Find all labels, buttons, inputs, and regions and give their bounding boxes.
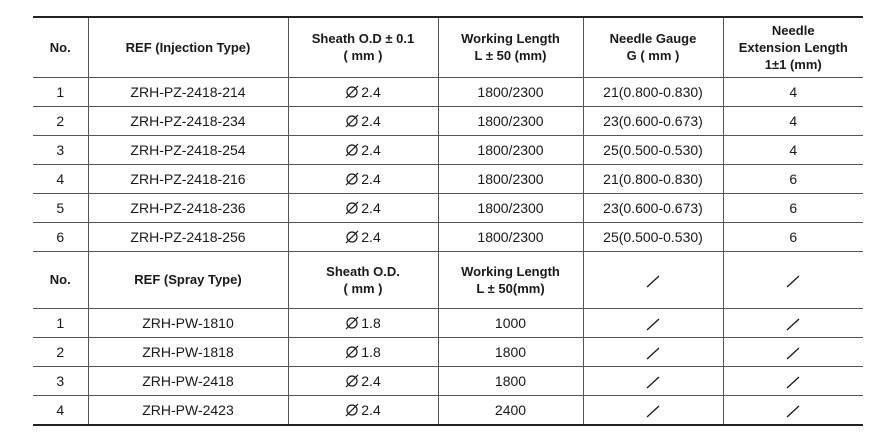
row-length: 1800/2300 xyxy=(438,106,583,135)
row-gauge xyxy=(583,366,723,395)
slash-icon xyxy=(784,317,802,331)
table-row xyxy=(33,106,863,135)
row-length: 1800/2300 xyxy=(438,135,583,164)
table-row xyxy=(33,337,863,366)
row-sheath xyxy=(288,222,438,251)
table-row xyxy=(33,366,863,395)
diameter-icon xyxy=(345,85,359,99)
row-extension xyxy=(723,366,863,395)
diameter-icon xyxy=(345,201,359,215)
row-sheath xyxy=(288,135,438,164)
spray-col-extension-header xyxy=(723,251,863,308)
row-gauge xyxy=(583,395,723,425)
row-ref: ZRH-PW-1818 xyxy=(88,337,288,366)
sheath-header-line2: ( mm ) xyxy=(343,48,383,64)
row-extension: 6 xyxy=(723,193,863,222)
row-ref: ZRH-PW-2423 xyxy=(88,395,288,425)
slash-icon xyxy=(644,317,662,331)
row-extension: 4 xyxy=(723,106,863,135)
slash-icon xyxy=(784,274,802,288)
spray-length-header-line2: L ± 50(mm) xyxy=(476,280,545,296)
slash-icon xyxy=(644,274,662,288)
spray-sheath-header-line1: Sheath O.D. xyxy=(326,263,400,279)
table-row xyxy=(33,308,863,337)
row-no: 3 xyxy=(33,135,88,164)
row-sheath xyxy=(288,164,438,193)
slash-icon xyxy=(644,375,662,389)
row-gauge xyxy=(583,337,723,366)
diameter-icon xyxy=(345,172,359,186)
row-extension: 6 xyxy=(723,222,863,251)
row-no: 4 xyxy=(33,164,88,193)
sheath-value: 2.4 xyxy=(361,112,381,129)
diameter-icon xyxy=(345,316,359,330)
row-ref: ZRH-PW-1810 xyxy=(88,308,288,337)
row-sheath xyxy=(288,337,438,366)
row-extension xyxy=(723,337,863,366)
spray-col-gauge-header xyxy=(583,251,723,308)
col-extension-header xyxy=(723,17,863,77)
sheath-header-line1: Sheath O.D ± 0.1 xyxy=(311,31,415,47)
row-length: 1800/2300 xyxy=(438,77,583,106)
table-row xyxy=(33,164,863,193)
spray-col-no-header: No. xyxy=(33,251,88,308)
row-extension: 4 xyxy=(723,77,863,106)
spray-sheath-header-line2: ( mm ) xyxy=(343,280,383,296)
col-gauge-header xyxy=(583,17,723,77)
diameter-icon xyxy=(345,114,359,128)
col-no-header: No. xyxy=(33,17,88,77)
row-length: 1800/2300 xyxy=(438,222,583,251)
sheath-value: 2.4 xyxy=(361,228,381,245)
injection-header-row xyxy=(33,17,863,77)
row-length: 2400 xyxy=(438,395,583,425)
diameter-icon xyxy=(345,374,359,388)
row-no: 6 xyxy=(33,222,88,251)
row-ref: ZRH-PZ-2418-234 xyxy=(88,106,288,135)
spray-col-length-header xyxy=(438,251,583,308)
row-gauge: 21(0.800-0.830) xyxy=(583,77,723,106)
row-extension xyxy=(723,308,863,337)
row-ref: ZRH-PZ-2418-216 xyxy=(88,164,288,193)
table-row xyxy=(33,77,863,106)
slash-icon xyxy=(784,346,802,360)
table-row xyxy=(33,135,863,164)
spray-length-header-line1: Working Length xyxy=(461,263,560,279)
spray-header-row xyxy=(33,251,863,308)
length-header-line2: L ± 50 (mm) xyxy=(474,48,547,64)
gauge-header-line1: Needle Gauge xyxy=(609,31,697,47)
row-sheath xyxy=(288,395,438,425)
row-ref: ZRH-PZ-2418-236 xyxy=(88,193,288,222)
row-length: 1800/2300 xyxy=(438,164,583,193)
gauge-header-line2: G ( mm ) xyxy=(626,48,680,64)
col-ref-header: REF (Injection Type) xyxy=(88,17,288,77)
row-no: 3 xyxy=(33,366,88,395)
row-sheath xyxy=(288,308,438,337)
sheath-value: 2.4 xyxy=(361,170,381,187)
diameter-icon xyxy=(345,403,359,417)
row-length: 1000 xyxy=(438,308,583,337)
sheath-value: 1.8 xyxy=(361,314,381,331)
row-no: 2 xyxy=(33,337,88,366)
sheath-value: 2.4 xyxy=(361,401,381,418)
row-extension: 6 xyxy=(723,164,863,193)
sheath-value: 2.4 xyxy=(361,141,381,158)
col-length-header xyxy=(438,17,583,77)
row-gauge: 23(0.600-0.673) xyxy=(583,106,723,135)
row-length: 1800 xyxy=(438,337,583,366)
row-no: 1 xyxy=(33,308,88,337)
row-ref: ZRH-PZ-2418-254 xyxy=(88,135,288,164)
table-row xyxy=(33,395,863,425)
slash-icon xyxy=(644,346,662,360)
row-sheath xyxy=(288,77,438,106)
row-sheath xyxy=(288,366,438,395)
row-length: 1800/2300 xyxy=(438,193,583,222)
row-ref: ZRH-PZ-2418-256 xyxy=(88,222,288,251)
row-no: 1 xyxy=(33,77,88,106)
row-extension: 4 xyxy=(723,135,863,164)
row-no: 5 xyxy=(33,193,88,222)
slash-icon xyxy=(784,375,802,389)
sheath-value: 2.4 xyxy=(361,83,381,100)
row-extension xyxy=(723,395,863,425)
row-no: 2 xyxy=(33,106,88,135)
spray-col-sheath-header xyxy=(288,251,438,308)
spec-table xyxy=(33,16,863,426)
slash-icon xyxy=(784,404,802,418)
row-no: 4 xyxy=(33,395,88,425)
row-ref: ZRH-PZ-2418-214 xyxy=(88,77,288,106)
col-sheath-header xyxy=(288,17,438,77)
diameter-icon xyxy=(345,345,359,359)
row-length: 1800 xyxy=(438,366,583,395)
diameter-icon xyxy=(345,143,359,157)
ext-header-line2: Extension Length xyxy=(738,39,848,55)
row-gauge: 23(0.600-0.673) xyxy=(583,193,723,222)
sheath-value: 2.4 xyxy=(361,372,381,389)
sheath-value: 1.8 xyxy=(361,343,381,360)
row-gauge: 21(0.800-0.830) xyxy=(583,164,723,193)
spray-col-ref-header: REF (Spray Type) xyxy=(88,251,288,308)
table-row xyxy=(33,222,863,251)
length-header-line1: Working Length xyxy=(461,31,560,47)
row-gauge: 25(0.500-0.530) xyxy=(583,222,723,251)
slash-icon xyxy=(644,404,662,418)
table-row xyxy=(33,193,863,222)
row-gauge: 25(0.500-0.530) xyxy=(583,135,723,164)
row-sheath xyxy=(288,106,438,135)
ext-header-line3: 1±1 (mm) xyxy=(764,56,822,72)
row-ref: ZRH-PW-2418 xyxy=(88,366,288,395)
ext-header-line1: Needle xyxy=(771,22,815,38)
row-sheath xyxy=(288,193,438,222)
row-gauge xyxy=(583,308,723,337)
diameter-icon xyxy=(345,230,359,244)
sheath-value: 2.4 xyxy=(361,199,381,216)
